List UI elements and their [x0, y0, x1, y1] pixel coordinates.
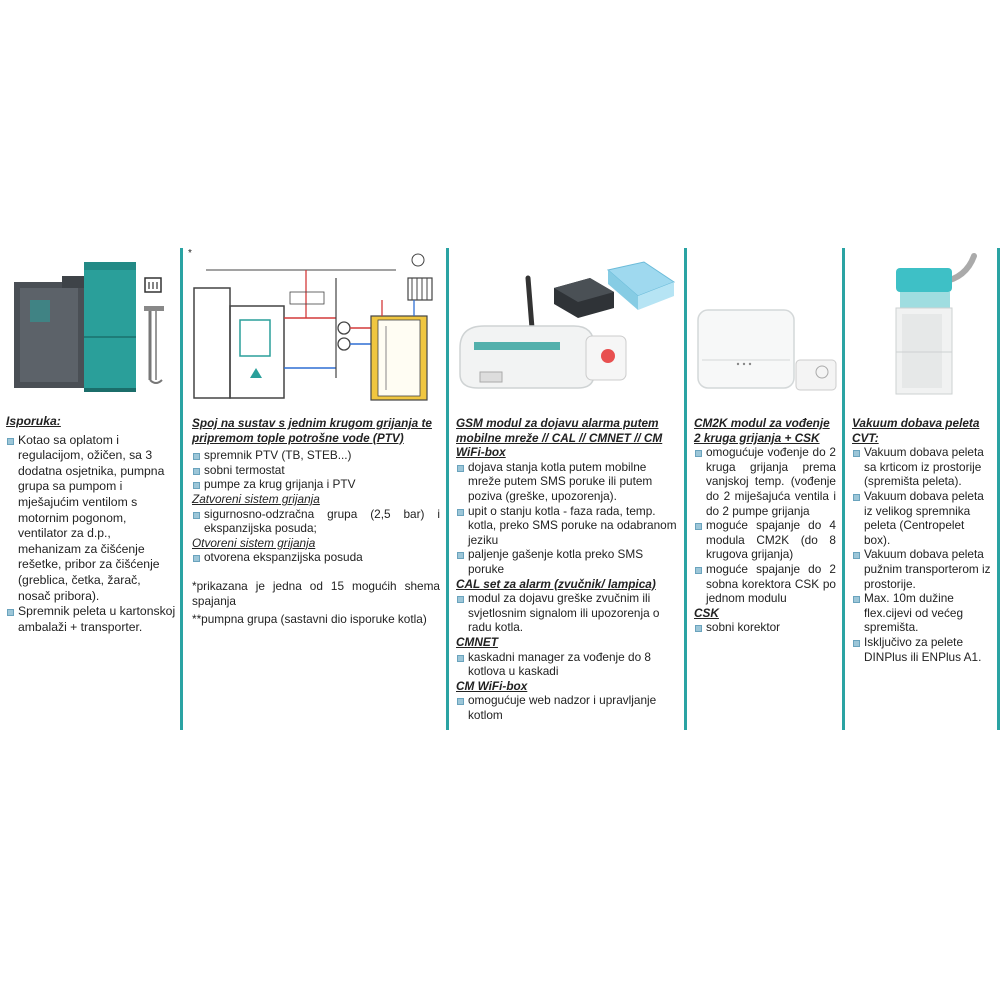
cm2k-text [694, 416, 836, 635]
list-item: Max. 10m dužine flex.cijevi od većeg spremišta. [852, 591, 992, 635]
cmnet-title: CMNET [456, 634, 498, 649]
list-item: upit o stanju kotla - faza rada, temp. kotla, preko SMS poruke na odabranom jeziku [456, 504, 678, 548]
cm2k-photo [688, 248, 840, 408]
delivery-text [6, 414, 176, 635]
list-item: Vakuum dobava peleta pužnim transporterom iz prostorije. [852, 547, 992, 591]
boiler-illustration [0, 248, 180, 408]
list-item: omogućuje web nadzor i upravljanje kotlom [456, 693, 678, 722]
open-system-title: Otvoreni sistem grijanja [192, 535, 316, 550]
delivery-title: Isporuka: [6, 414, 61, 428]
gsm-title: GSM modul za dojavu alarma putem mobilne mreže // CAL // CMNET // CM WiFi-box [456, 416, 663, 460]
list-item: modul za dojavu greške zvučnim ili svjetlosnim signalom ili upozorenja o radu kotla. [456, 591, 678, 635]
hydraulic-scheme-diagram [186, 248, 444, 408]
list-item: sobni korektor [694, 620, 836, 635]
closed-system-title: Zatvoreni sistem grijanja [192, 491, 320, 506]
wifi-title: CM WiFi-box [456, 678, 528, 693]
list-item: sigurnosno-odzračna grupa (2,5 bar) i ekspanzijska posuda; [192, 507, 440, 536]
column-divider [684, 248, 687, 730]
scheme-title: Spoj na sustav s jednim krugom grijanja te pripremom tople potrošne vode (PTV) [192, 416, 432, 445]
list-item: paljenje gašenje kotla preko SMS poruke [456, 547, 678, 576]
column-divider [180, 248, 183, 730]
modules-photo [450, 248, 682, 408]
pump-group-note: **pumpna grupa (sastavni dio isporuke kotla) [192, 612, 427, 627]
list-item: kaskadni manager za vođenje do 8 kotlova u kaskadi [456, 650, 678, 679]
list-item: spremnik PTV (TB, STEB...) [192, 448, 440, 463]
column-divider [842, 248, 845, 730]
list-item: Vakuum dobava peleta sa krticom iz prostorije (spremišta peleta). [852, 445, 992, 489]
product-info-strip [0, 248, 1000, 730]
list-item: Vakuum dobava peleta iz velikog spremnika peleta (Centropelet box). [852, 489, 992, 547]
column-connection-scheme [186, 248, 444, 730]
list-item: Isključivo za pelete DINPlus ili ENPlus A1. [852, 635, 992, 664]
vacuum-text [852, 416, 992, 664]
list-item: otvorena ekspanzijska posuda [192, 550, 440, 565]
scheme-note: *prikazana je jedna od 15 mogućih shema spajanja [192, 578, 440, 608]
column-divider [446, 248, 449, 730]
cm2k-title: CM2K modul za vođenje 2 kruga grijanja + CSK [694, 416, 830, 445]
column-cm2k-module [688, 248, 840, 730]
csk-title: CSK [694, 605, 719, 620]
cal-title: CAL set za alarm (zvučnik/ lampica) [456, 576, 656, 591]
gsm-module-text [456, 416, 678, 722]
list-item: pumpe za krug grijanja i PTV [192, 477, 440, 492]
vacuum-unit-photo [846, 248, 996, 408]
list-item: moguće spajanje do 4 modula CM2K (do 8 krugova grijanja) [694, 518, 836, 562]
column-gsm-module [450, 248, 682, 730]
list-item: sobni termostat [192, 463, 440, 478]
column-delivery [0, 248, 180, 730]
list-item: Kotao sa oplatom i regulacijom, ožičen, sa 3 dodatna osjetnika, pumpna grupa sa pumpom i mješajućim ventilom s motornim pogonom, ventilator za d.p., mehanizam za čišćenje rešetke, pribor za čišćenje (greblica, četka, žarač, nosač pribora). [6, 433, 176, 605]
list-item: moguće spajanje do 2 sobna korektora CSK po jednom modulu [694, 562, 836, 606]
star-marker: * [188, 248, 192, 259]
list-item: dojava stanja kotla putem mobilne mreže putem SMS poruke ili putem poziva (greške, upozorenja). [456, 460, 678, 504]
connection-scheme-text [192, 416, 440, 627]
list-item: Spremnik peleta u kartonskoj ambalaži + transporter. [6, 604, 176, 635]
column-vacuum-feed [846, 248, 996, 730]
list-item: omogućuje vođenje do 2 kruga grijanja prema vanjskoj temp. (vođenje do 2 miješajuća ventila i do 2 pumpe grijanja [694, 445, 836, 518]
vacuum-title: Vakuum dobava peleta CVT: [852, 416, 980, 445]
